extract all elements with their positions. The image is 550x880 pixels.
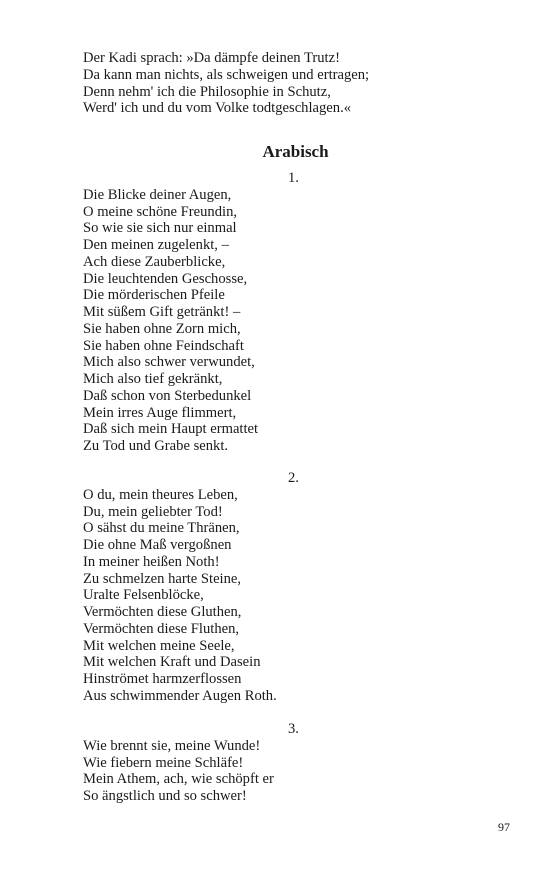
poem-line: Den meinen zugelenkt, –	[83, 237, 229, 253]
poem-line: Mit welchen Kraft und Dasein	[83, 654, 261, 671]
poem-line: Sie haben ohne Feindschaft	[83, 337, 244, 354]
poem-line: Die leuchtenden Geschosse,	[83, 270, 248, 287]
intro-line: Der Kadi sprach: »Da dämpfe deinen Trutz!	[83, 50, 340, 66]
poem-line: Die Blicke deiner Augen,	[83, 186, 232, 203]
poem-line: In meiner heißen Noth!	[83, 553, 220, 570]
poem-line: So wie sie sich nur einmal	[83, 220, 237, 237]
poem-line: Mit süßem Gift getränkt! –	[83, 304, 241, 320]
poem-line: O du, mein theures Leben,	[83, 486, 238, 503]
poem-line: Aus schwimmender Augen Roth.	[83, 687, 277, 704]
section-number: 3.	[288, 721, 299, 737]
poem-line: Wie brennt sie, meine Wunde!	[83, 737, 261, 754]
section-3	[83, 721, 299, 805]
poem-line: Die mörderischen Pfeile	[83, 287, 225, 304]
poem-line: So ängstlich und so schwer!	[83, 788, 247, 804]
poem-line: Daß sich mein Haupt ermattet	[83, 421, 259, 438]
poem-line: Vermöchten diese Gluthen,	[83, 604, 242, 620]
intro-stanza	[83, 50, 369, 117]
poem-line: Mich also tief gekränkt,	[83, 371, 223, 387]
poem-line: Ach diese Zauberblicke,	[83, 253, 226, 270]
poem-line: Sie haben ohne Zorn mich,	[83, 320, 241, 337]
poem-line: Zu schmelzen harte Steine,	[83, 570, 242, 587]
poem-line: Vermöchten diese Fluthen,	[83, 620, 240, 637]
poem-line: Mit welchen meine Seele,	[83, 637, 235, 654]
poem-line: Die ohne Maß vergoßnen	[83, 537, 232, 553]
poem-line: Wie fiebern meine Schläfe!	[83, 754, 244, 771]
section-1	[83, 170, 299, 455]
poem-line: Uralte Felsenblöcke,	[83, 587, 204, 604]
page-number: 97	[498, 820, 510, 834]
poem-line: Zu Tod und Grabe senkt.	[83, 438, 229, 454]
poem-line: Du, mein geliebter Tod!	[83, 503, 223, 520]
poem-line: Mein Athem, ach, wie schöpft er	[83, 771, 274, 788]
section-number: 1.	[288, 170, 299, 186]
section-number: 2.	[288, 470, 299, 486]
poem-line: O meine schöne Freundin,	[83, 203, 238, 220]
intro-line: Denn nehm' ich die Philosophie in Schutz,	[83, 83, 331, 100]
poem-line: Daß schon von Sterbedunkel	[83, 387, 252, 404]
intro-line: Werd' ich und du vom Volke todtgeschlagen.«	[83, 100, 352, 117]
poem-line: Hinströmet harmzerflossen	[83, 671, 242, 687]
poem-line: O sähst du meine Thränen,	[83, 520, 240, 537]
poem-line: Mich also schwer verwundet,	[83, 354, 255, 371]
intro-line: Da kann man nichts, als schweigen und ertragen;	[83, 66, 370, 83]
poem-line: Mein irres Auge flimmert,	[83, 404, 237, 421]
poem-heading: Arabisch	[262, 142, 329, 161]
section-2	[83, 470, 299, 705]
